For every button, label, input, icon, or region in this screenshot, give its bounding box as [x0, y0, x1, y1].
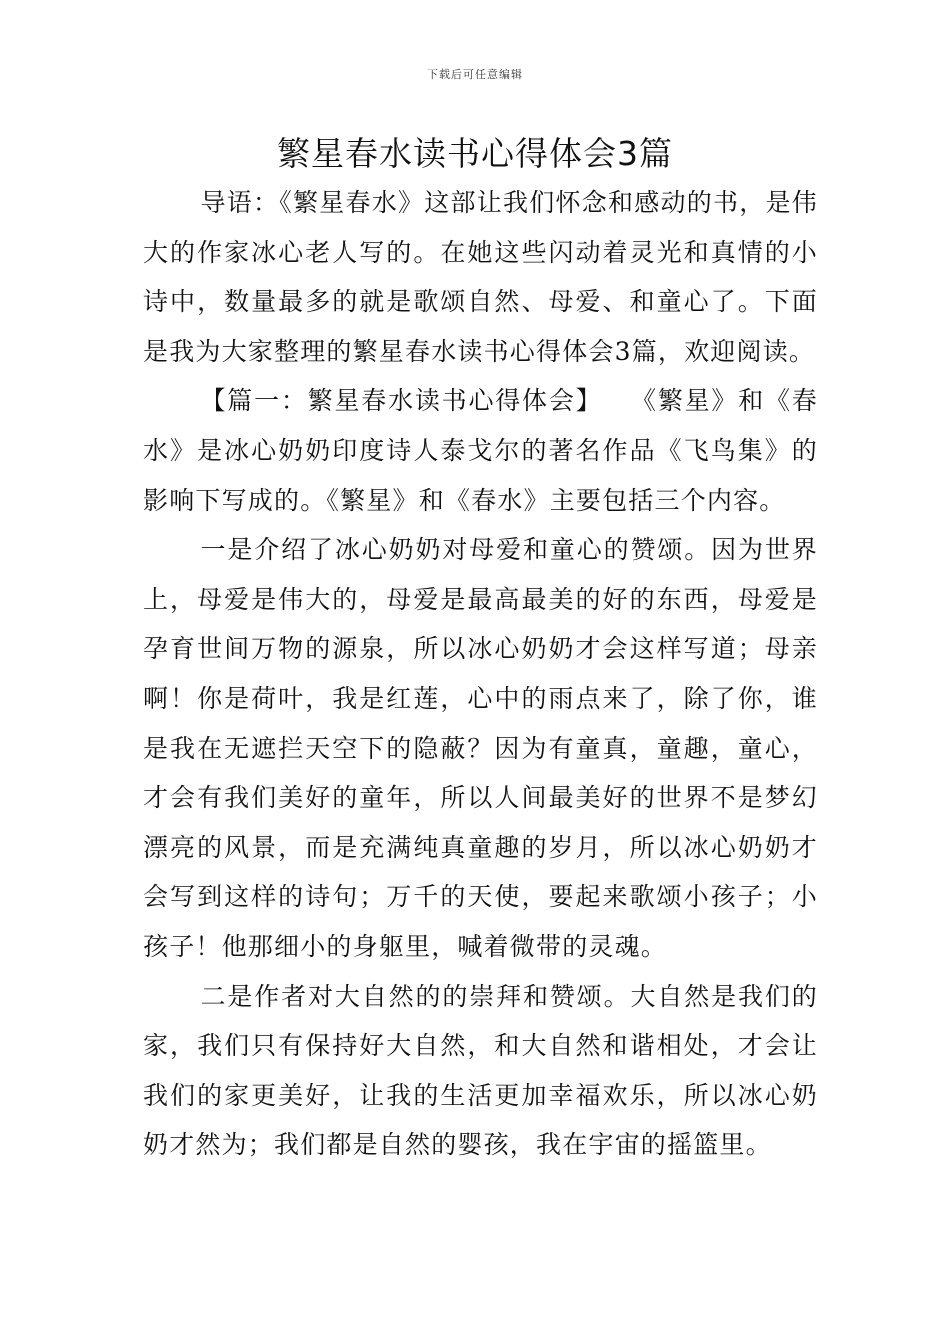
document-body [143, 178, 818, 1170]
header-note: 下载后可任意编辑 [427, 68, 523, 81]
paragraph-point-two: 二是作者对大自然的的崇拜和赞颂。大自然是我们的家，我们只有保持好大自然，和大自然和谐相处，才会让我们的家更美好，让我的生活更加幸福欢乐，所以冰心奶奶才然为；我们都是自然的婴孩，我在宇宙的摇篮里。 [143, 981, 818, 1160]
paragraph-intro: 导语：《繁星春水》这部让我们怀念和感动的书，是伟大的作家冰心老人写的。在她这些闪动着灵光和真情的小诗中，数量最多的就是歌颂自然、母爱、和童心了。下面是我为大家整理的繁星春水读书心得体会3篇，欢迎阅读。 [143, 188, 818, 366]
paragraph-section-one: 【篇一：繁星春水读书心得体会】 《繁星》和《春水》是冰心奶奶印度诗人泰戈尔的著名作品《飞鸟集》的影响下写成的。《繁星》和《春水》主要包括三个内容。 [143, 386, 818, 515]
paragraph-point-one: 一是介绍了冰心奶奶对母爱和童心的赞颂。因为世界上，母爱是伟大的，母爱是最高最美的好的东西，母爱是孕育世间万物的源泉，所以冰心奶奶才会这样写道；母亲啊！你是荷叶，我是红莲，心中的雨点来了，除了你，谁是我在无遮拦天空下的隐蔽？因为有童真，童趣，童心，才会有我们美好的童年，所以人间最美好的世界不是梦幻漂亮的风景，而是充满纯真童趣的岁月，所以冰心奶奶才会写到这样的诗句；万千的天使，要起来歌颂小孩子；小孩子！他那细小的身躯里，喊着微带的灵魂。 [143, 535, 818, 961]
document-title: 繁星春水读书心得体会3篇 [277, 134, 673, 173]
